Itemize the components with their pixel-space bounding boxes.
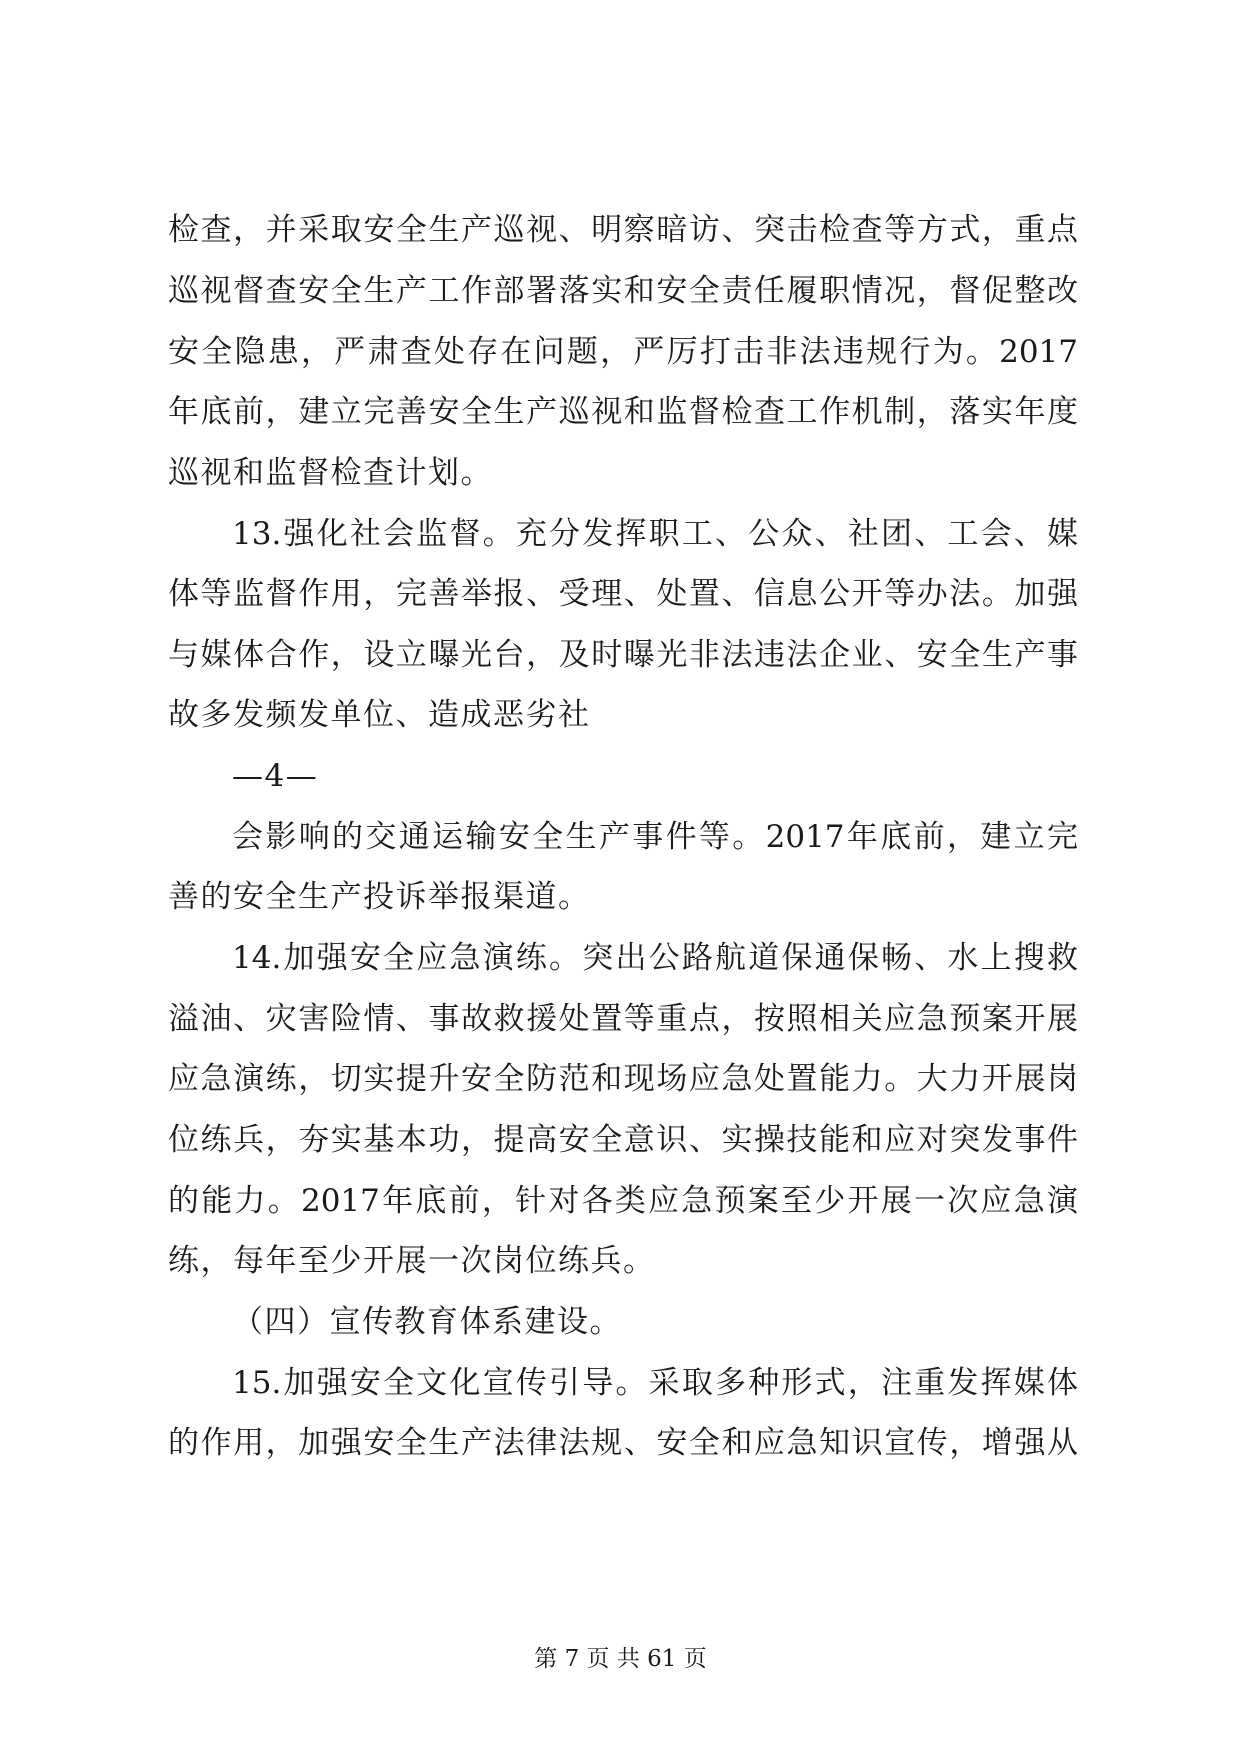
- text-line: 练，每年至少开展一次岗位练兵。: [168, 1243, 656, 1279]
- page-separator: —4—: [232, 758, 319, 794]
- text-line: 检查，并采取安全生产巡视、明察暗访、突击检查等方式，重点: [168, 212, 1078, 248]
- text-line: 与媒体合作，设立曝光台，及时曝光非法违法企业、安全生产事: [168, 637, 1078, 673]
- text-line: 年底前，建立完善安全生产巡视和监督检查工作机制，落实年度: [168, 394, 1078, 430]
- text-line: 溢油、灾害险情、事故救援处置等重点，按照相关应急预案开展: [168, 1001, 1078, 1037]
- text-line: 的作用，加强安全生产法律法规、安全和应急知识宣传，增强从: [168, 1425, 1078, 1461]
- text-line: 安全隐患，严肃查处存在问题，严厉打击非法违规行为。2017: [168, 334, 1078, 370]
- text-line: 应急演练，切实提升安全防范和现场应急处置能力。大力开展岗: [168, 1061, 1078, 1097]
- text-line: 巡视和监督检查计划。: [168, 455, 493, 491]
- text-line: 巡视督查安全生产工作部署落实和安全责任履职情况，督促整改: [168, 273, 1078, 309]
- section-heading: （四）宣传教育体系建设。: [232, 1304, 622, 1340]
- text-line: 会影响的交通运输安全生产事件等。2017年底前，建立完: [232, 819, 1078, 855]
- text-line: 体等监督作用，完善举报、受理、处置、信息公开等办法。加强: [168, 576, 1078, 612]
- text-line: 故多发频发单位、造成恶劣社: [168, 697, 591, 733]
- page-footer: 第 7 页 共 61 页: [534, 1646, 707, 1672]
- text-line: 位练兵，夯实基本功，提高安全意识、实操技能和应对突发事件: [168, 1122, 1078, 1158]
- paragraph-13-start: 13.强化社会监督。充分发挥职工、公众、社团、工会、媒: [232, 516, 1078, 552]
- paragraph-14-start: 14.加强安全应急演练。突出公路航道保通保畅、水上搜救: [232, 940, 1078, 976]
- text-line: 善的安全生产投诉举报渠道。: [168, 879, 591, 915]
- text-line: 的能力。2017年底前，针对各类应急预案至少开展一次应急演: [168, 1183, 1078, 1219]
- paragraph-15-start: 15.加强安全文化宣传引导。采取多种形式，注重发挥媒体: [232, 1365, 1078, 1401]
